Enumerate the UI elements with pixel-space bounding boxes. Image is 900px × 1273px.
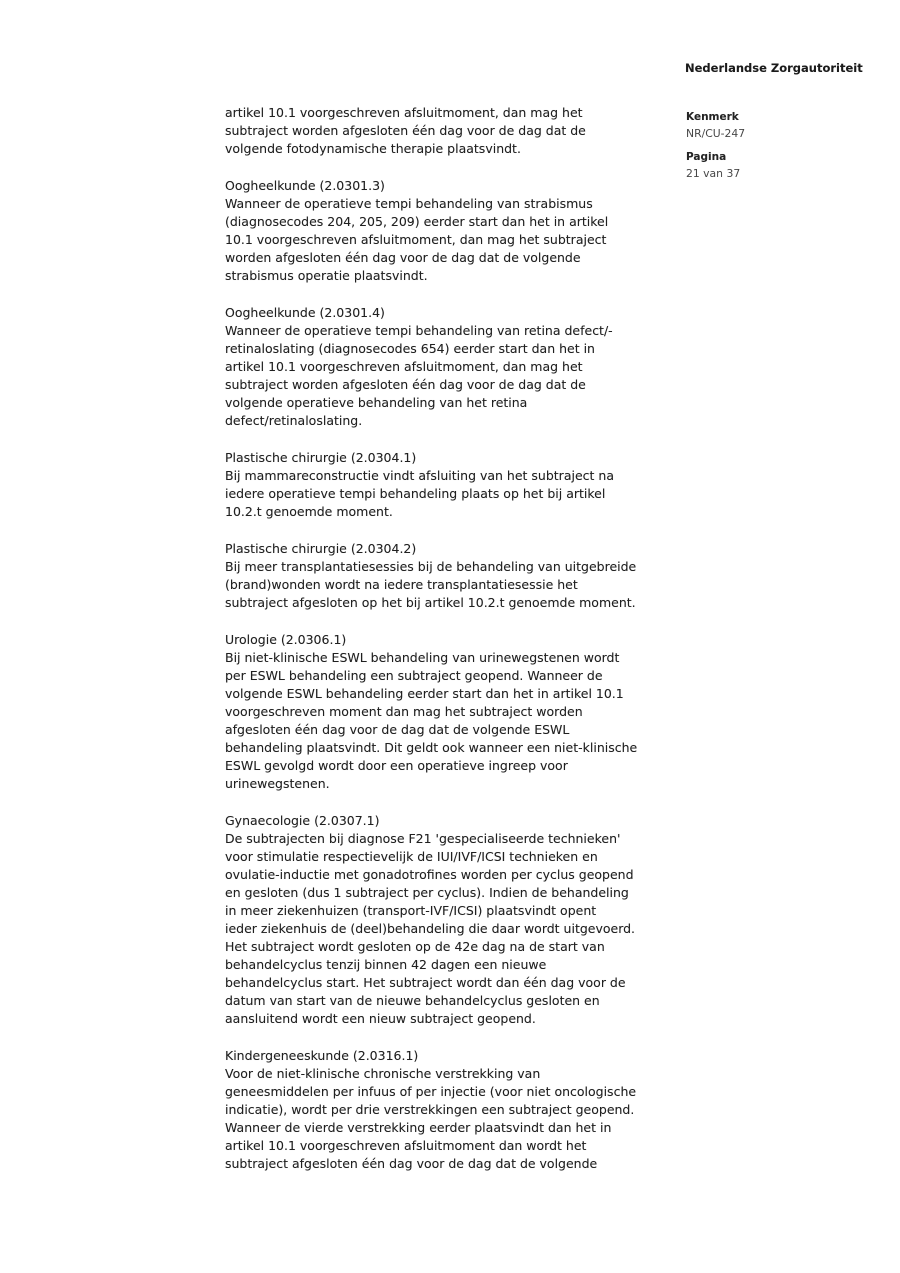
- body-line: Bij niet-klinische ESWL behandeling van urinewegstenen wordt: [225, 650, 620, 665]
- body-line: strabismus operatie plaatsvindt.: [225, 268, 428, 283]
- document-section: [225, 540, 700, 612]
- body-line: artikel 10.1 voorgeschreven afsluitmoment, dan mag het: [225, 359, 583, 374]
- section-heading: Oogheelkunde (2.0301.3): [225, 178, 385, 193]
- body-line: volgende ESWL behandeling eerder start dan het in artikel 10.1: [225, 686, 624, 701]
- section-heading: Plastische chirurgie (2.0304.2): [225, 541, 417, 556]
- document-body: [225, 104, 700, 1192]
- meta-pagina: [686, 150, 866, 181]
- body-line: Voor de niet-klinische chronische verstrekking van: [225, 1066, 541, 1081]
- body-line: (brand)wonden wordt na iedere transplantatiesessie het: [225, 577, 578, 592]
- section-heading: Oogheelkunde (2.0301.4): [225, 305, 385, 320]
- body-line: voor stimulatie respectievelijk de IUI/IVF/ICSI technieken en: [225, 849, 598, 864]
- body-line: indicatie), wordt per drie verstrekkingen een subtraject geopend.: [225, 1102, 635, 1117]
- body-line: behandelcyclus tenzij binnen 42 dagen een nieuwe: [225, 957, 547, 972]
- body-line: subtraject afgesloten één dag voor de dag dat de volgende: [225, 1156, 598, 1171]
- body-line: voorgeschreven moment dan mag het subtraject worden: [225, 704, 583, 719]
- body-line: Bij mammareconstructie vindt afsluiting van het subtraject na: [225, 468, 614, 483]
- body-line: subtraject afgesloten op het bij artikel 10.2.t genoemde moment.: [225, 595, 636, 610]
- body-line: per ESWL behandeling een subtraject geopend. Wanneer de: [225, 668, 603, 683]
- body-line: ESWL gevolgd wordt door een operatieve ingreep voor: [225, 758, 568, 773]
- body-line: defect/retinaloslating.: [225, 413, 363, 428]
- document-section: [225, 449, 700, 521]
- document-section: [225, 1047, 700, 1173]
- document-section: [225, 177, 700, 285]
- body-line: volgende fotodynamische therapie plaatsvindt.: [225, 141, 521, 156]
- body-line: worden afgesloten één dag voor de dag dat de volgende: [225, 250, 581, 265]
- body-line: iedere operatieve tempi behandeling plaats op het bij artikel: [225, 486, 606, 501]
- body-line: behandelcyclus start. Het subtraject wordt dan één dag voor de: [225, 975, 626, 990]
- body-line: behandeling plaatsvindt. Dit geldt ook wanneer een niet-klinische: [225, 740, 638, 755]
- body-line: geneesmiddelen per infuus of per injectie (voor niet oncologische: [225, 1084, 637, 1099]
- body-line: Wanneer de operatieve tempi behandeling van retina defect/-: [225, 323, 613, 338]
- body-line: artikel 10.1 voorgeschreven afsluitmoment, dan mag het: [225, 105, 583, 120]
- kenmerk-value: NR/CU-247: [686, 127, 746, 140]
- document-section: [225, 104, 700, 158]
- body-line: subtraject worden afgesloten één dag voor de dag dat de: [225, 377, 586, 392]
- section-heading: Plastische chirurgie (2.0304.1): [225, 450, 417, 465]
- body-line: volgende operatieve behandeling van het retina: [225, 395, 528, 410]
- organization-name: Nederlandse Zorgautoriteit: [685, 61, 863, 75]
- document-section: [225, 304, 700, 430]
- section-heading: Urologie (2.0306.1): [225, 632, 347, 647]
- body-line: urinewegstenen.: [225, 776, 330, 791]
- section-heading: Gynaecologie (2.0307.1): [225, 813, 380, 828]
- body-line: Bij meer transplantatiesessies bij de behandeling van uitgebreide: [225, 559, 637, 574]
- body-line: datum van start van de nieuwe behandelcyclus gesloten en: [225, 993, 600, 1008]
- body-line: retinaloslating (diagnosecodes 654) eerder start dan het in: [225, 341, 595, 356]
- body-line: Wanneer de operatieve tempi behandeling van strabismus: [225, 196, 593, 211]
- body-line: afgesloten één dag voor de dag dat de volgende ESWL: [225, 722, 570, 737]
- document-section: [225, 812, 700, 1028]
- section-heading: Kindergeneeskunde (2.0316.1): [225, 1048, 419, 1063]
- body-line: subtraject worden afgesloten één dag voor de dag dat de: [225, 123, 586, 138]
- pagina-value: 21 van 37: [686, 167, 741, 180]
- body-line: in meer ziekenhuizen (transport-IVF/ICSI) plaatsvindt opent: [225, 903, 597, 918]
- body-line: Het subtraject wordt gesloten op de 42e dag na de start van: [225, 939, 605, 954]
- document-section: [225, 631, 700, 793]
- body-line: en gesloten (dus 1 subtraject per cyclus). Indien de behandeling: [225, 885, 629, 900]
- meta-kenmerk: [686, 110, 866, 141]
- body-line: (diagnosecodes 204, 205, 209) eerder start dan het in artikel: [225, 214, 609, 229]
- body-line: ieder ziekenhuis de (deel)behandeling die daar wordt uitgevoerd.: [225, 921, 636, 936]
- body-line: aansluitend wordt een nieuw subtraject geopend.: [225, 1011, 536, 1026]
- pagina-label: Pagina: [686, 151, 727, 163]
- document-meta: [686, 110, 866, 190]
- body-line: 10.2.t genoemde moment.: [225, 504, 393, 519]
- body-line: artikel 10.1 voorgeschreven afsluitmoment dan wordt het: [225, 1138, 587, 1153]
- body-line: ovulatie-inductie met gonadotrofines worden per cyclus geopend: [225, 867, 634, 882]
- body-line: Wanneer de vierde verstrekking eerder plaatsvindt dan het in: [225, 1120, 612, 1135]
- kenmerk-label: Kenmerk: [686, 111, 739, 123]
- body-line: 10.1 voorgeschreven afsluitmoment, dan mag het subtraject: [225, 232, 607, 247]
- body-line: De subtrajecten bij diagnose F21 'gespecialiseerde technieken': [225, 831, 621, 846]
